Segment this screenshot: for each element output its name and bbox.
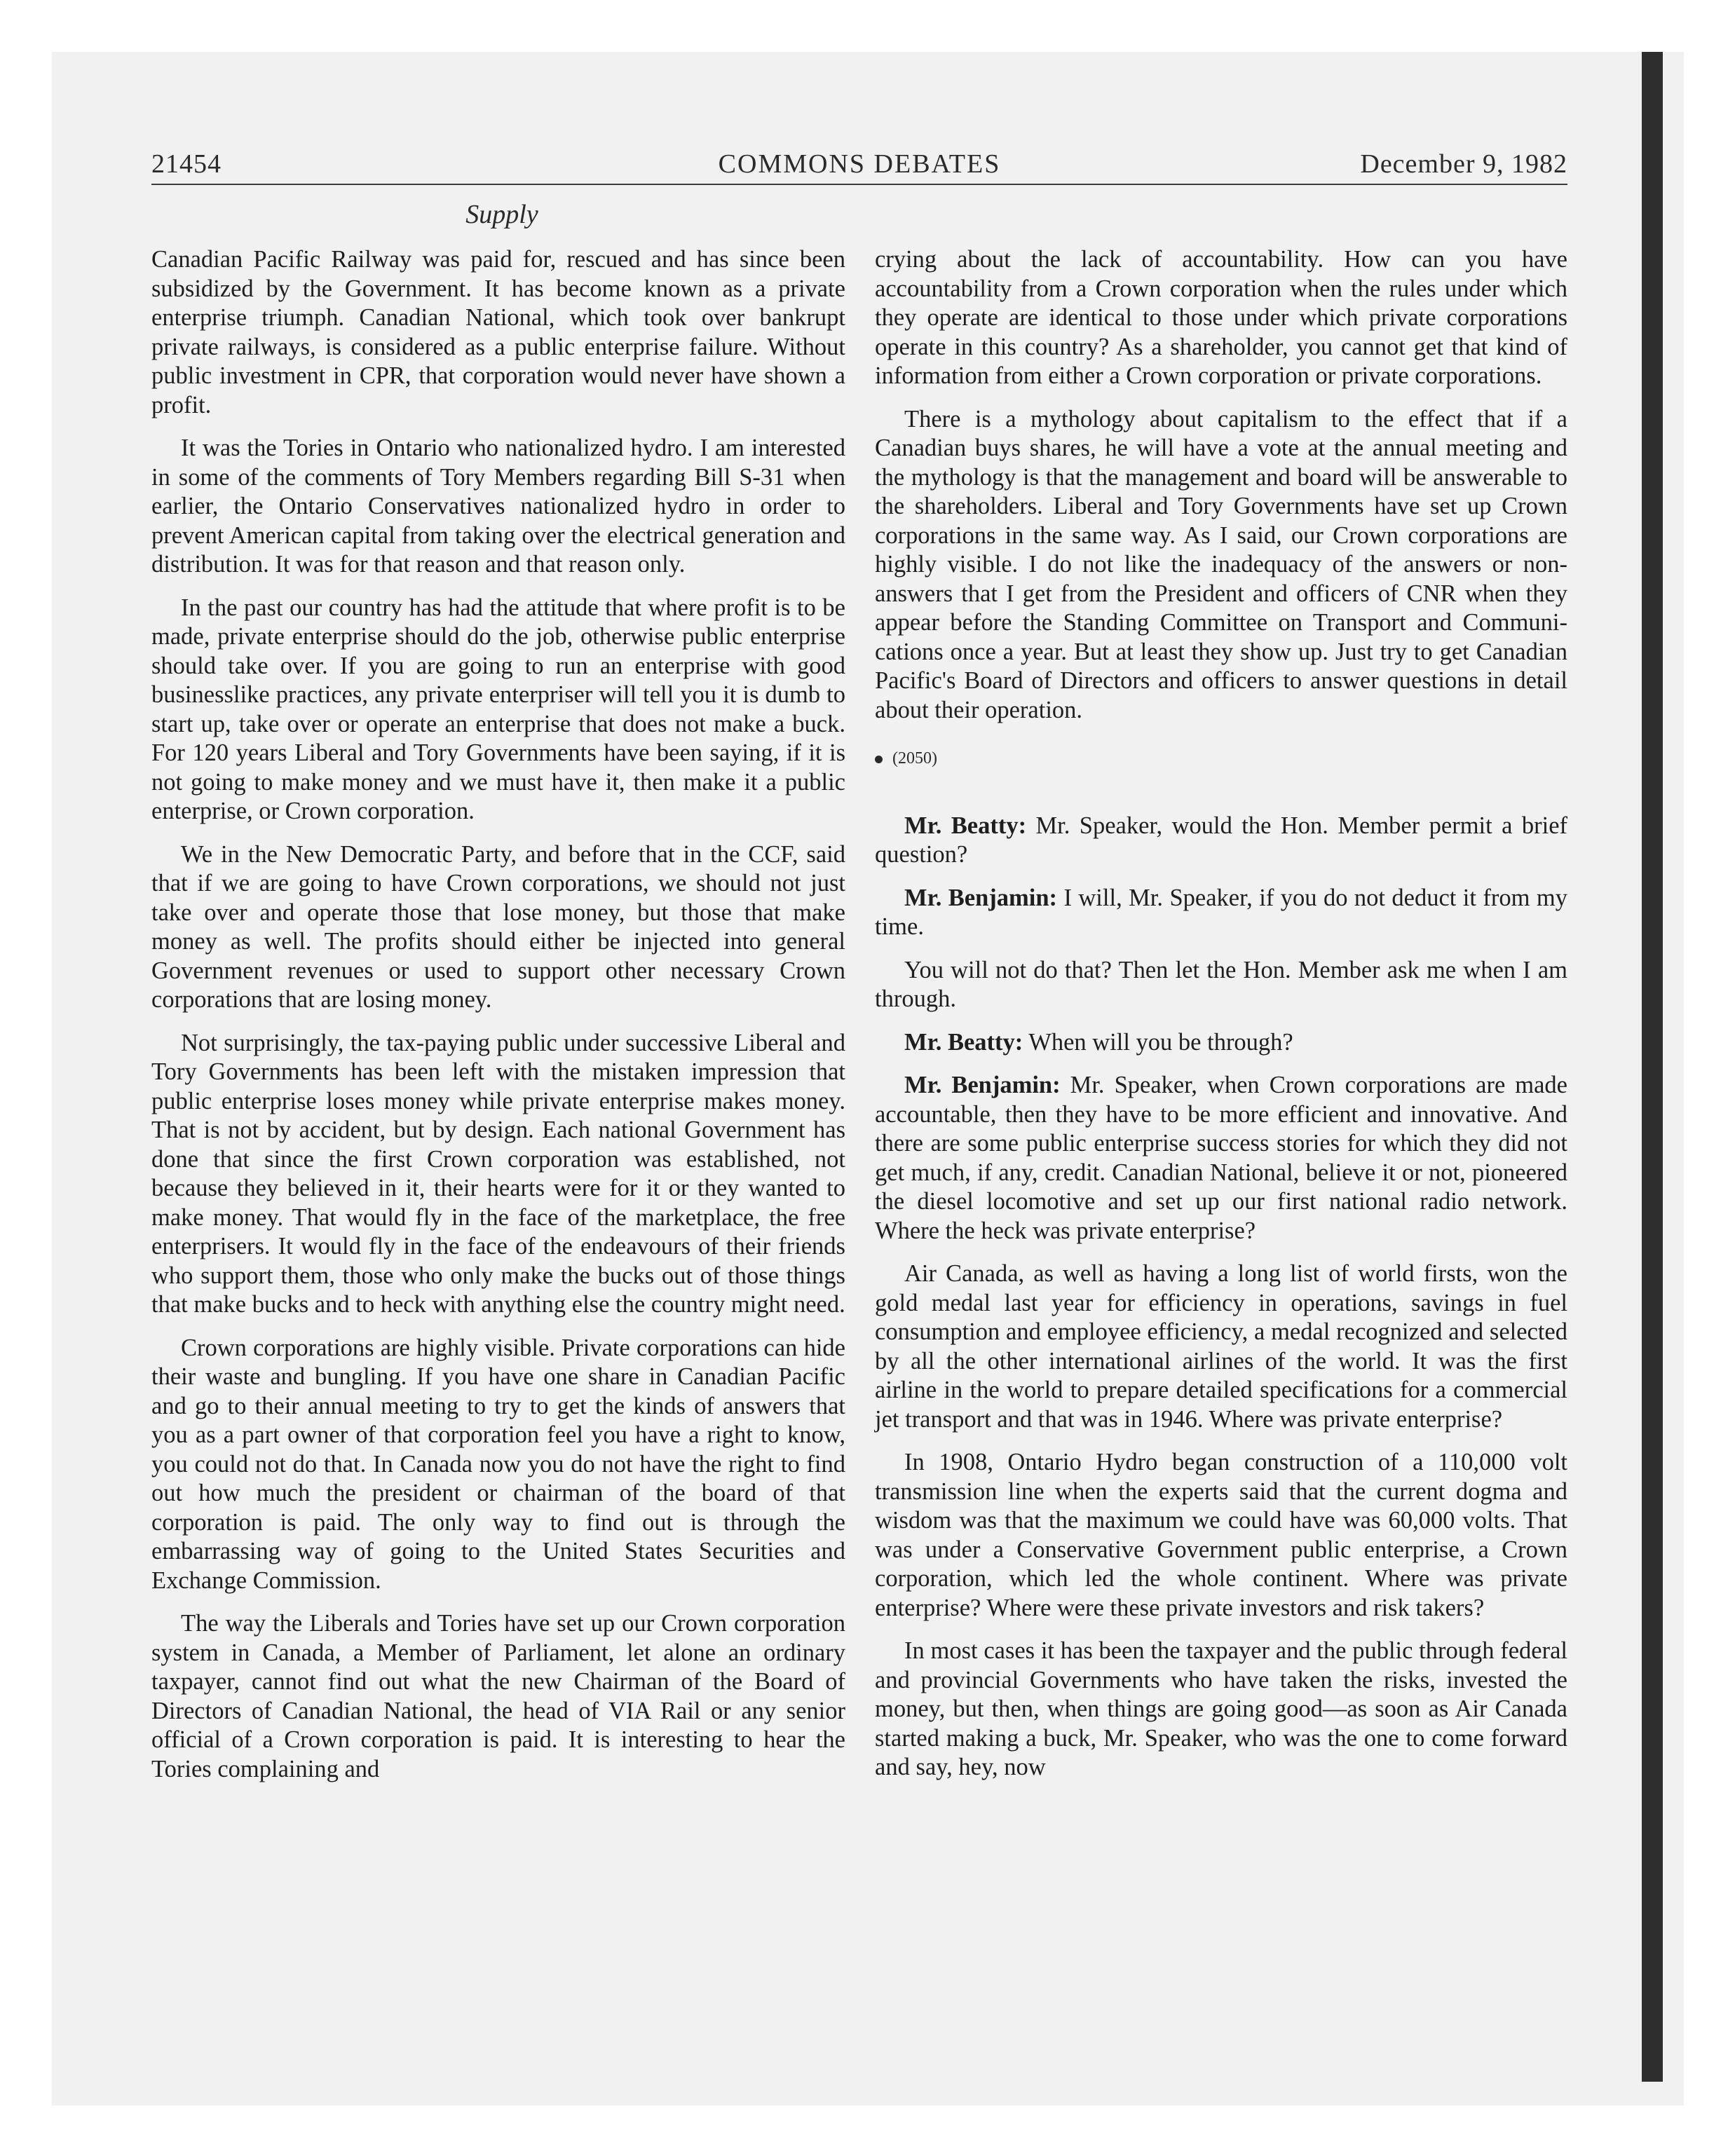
speech	[875, 1071, 1567, 1246]
paragraph: Not surprisingly, the tax-paying public under successive Liberal and Tory Governments has been left with the mistaken impression that public enterprise loses money while private enterprise makes money. That is not by accident, but by design. Each national Government has done that since the first Crown corporation was established, not because they believed in it, their hearts were for it or they wanted to make money. That would fly in the face of the marketplace, the free enterprisers. It would fly in the face of the endeavours of their friends who support them, those who only make the bucks out of those things that make bucks and to heck with anything else the country might need.	[151, 1029, 845, 1318]
time-marker	[875, 744, 1567, 774]
paragraph: We in the New Democratic Party, and before that in the CCF, said that if we are going to have Crown corporations, we should not just take over and operate those that lose money, but those that make money as well. The profits should either be injected into general Government revenues or used to support other necessary Crown corporations that are losing money.	[151, 840, 845, 1013]
speech-text: When will you be through?	[1023, 1028, 1293, 1056]
header-rule	[151, 184, 1567, 185]
speech	[875, 1028, 1567, 1058]
speaker-name: Mr. Beatty:	[904, 812, 1027, 839]
speech	[875, 884, 1567, 942]
paragraph: There is a mythology about capitalism to the effect that if a Canadian buys shares, he will have a vote at the annual meeting and the mythology is that the management and board will be answerable to the shareholders. Liberal and Tory Governments have set up Crown corporations in the same way. As I said, our Crown corporations are highly visible. I do not like the inadequacy of the answers or non-answers that I get from the President and officers of CNR when they appear before the Standing Committee on Transport and Communications once a year. But at least they show up. Just try to get Canadian Pacific's Board of Directors and officers to answer questions in detail about their operation.	[875, 405, 1567, 723]
paragraph: It was the Tories in Ontario who nationalized hydro. I am interested in some of the comments of Tory Members regarding Bill S-31 when earlier, the Ontario Conservatives nationalized hydro in order to prevent American capital from taking over the electrical generation and distribution. It was for that reason and that reason only.	[151, 435, 845, 578]
page-edge-shadow	[1642, 52, 1663, 2082]
speaker-name: Mr. Benjamin:	[904, 884, 1058, 911]
right-column	[875, 245, 1567, 1796]
speech-text: Mr. Speaker, when Crown corporations are made accountable, then they have to be more efficient and innovative. And there are some public enterprise success stories for which they did not get much, if any, credit. Canadian National, believe it or not, pioneered the diesel locomotive and set up our first national radio network. Where the heck was private enterprise?	[875, 1072, 1567, 1244]
publication-title: COMMONS DEBATES	[718, 149, 1001, 179]
paragraph: Air Canada, as well as having a long list of world firsts, won the gold medal last year for efficiency in operations, savings in fuel consumption and employee efficiency, a medal recognized and selected by all the other international airlines of the world. It was the first airline in the world to prepare detailed specifications for a commercial jet transport and that was in 1946. Where was private enterprise?	[875, 1260, 1567, 1433]
bullet-icon	[875, 756, 883, 763]
paragraph: The way the Liberals and Tories have set up our Crown corporation system in Canada, a Member of Parliament, let alone an ordinary taxpayer, cannot find out what the new Chairman of the Board of Directors of Canadian National, the head of VIA Rail or any senior official of a Crown corporation is paid. It is interesting to hear the Tories complaining and	[151, 1610, 845, 1782]
paragraph: You will not do that? Then let the Hon. Member ask me when I am through.	[875, 956, 1567, 1012]
speech-text: Mr. Speaker, would the Hon. Member permit a brief question?	[875, 812, 1567, 868]
page-number: 21454	[151, 149, 222, 179]
time-marker-label: (2050)	[892, 749, 937, 767]
speech-text: I will, Mr. Speaker, if you do not deduct it from my time.	[875, 884, 1567, 940]
paragraph: Crown corporations are highly visible. Private corporations can hide their waste and bungling. If you have one share in Canadian Pacific and go to their annual meeting to try to get the kinds of answers that you as a part owner of that corporation feel you have a right to know, you could not do that. In Canada now you do not have the right to find out how much the president or chairman of the board of that corporation is paid. The only way to find out is through the embarrassing way of going to the United States Securities and Exchange Commission.	[151, 1334, 845, 1594]
paragraph: crying about the lack of accountability. How can you have accountability from a Crown corporation when the rules under which they operate are identical to those under which private corporations operate in this country? As a shareholder, you cannot get that kind of information from either a Crown corporation or private corporations.	[875, 246, 1567, 389]
header-date: December 9, 1982	[1360, 149, 1567, 179]
paragraph: In most cases it has been the taxpayer and the public through federal and provincial Governments who have taken the risks, invested the money, but then, when things are going good—as soon as Air Canada started making a buck, Mr. Speaker, who was the one to come forward and say, hey, now	[875, 1637, 1567, 1780]
speaker-name: Mr. Benjamin:	[904, 1072, 1061, 1098]
paragraph: Canadian Pacific Railway was paid for, rescued and has since been subsidized by the Government. It has become known as a private enterprise triumph. Canadian National, which took over bankrupt private railways, is considered as a public enterprise failure. Without public investment in CPR, that corporation would never have shown a profit.	[151, 246, 845, 418]
page-header	[151, 149, 1567, 185]
speaker-name: Mr. Beatty:	[904, 1028, 1023, 1056]
speech	[875, 812, 1567, 870]
paragraph: In 1908, Ontario Hydro began construction of a 110,000 volt transmission line when the experts said that the current dogma and wisdom was that the maximum we could have was 60,000 volts. That was under a Conservative Government public enterprise, a Crown corporation, which led the whole continent. Where was private enterprise? Where were these private investors and risk takers?	[875, 1449, 1567, 1621]
paragraph: In the past our country has had the attitude that where profit is to be made, private enterprise should do the job, otherwise public enterprise should take over. If you are going to run an enterprise with good businesslike practices, any private enterpriser will tell you it is dumb to start up, take over or operate an enterprise that does not make a buck. For 120 years Liberal and Tory Governments have been saying, if it is not going to make money and we must have it, then make it a public enterprise, or Crown corporation.	[151, 594, 845, 824]
section-title: Supply	[465, 200, 538, 229]
left-column	[151, 245, 845, 1798]
